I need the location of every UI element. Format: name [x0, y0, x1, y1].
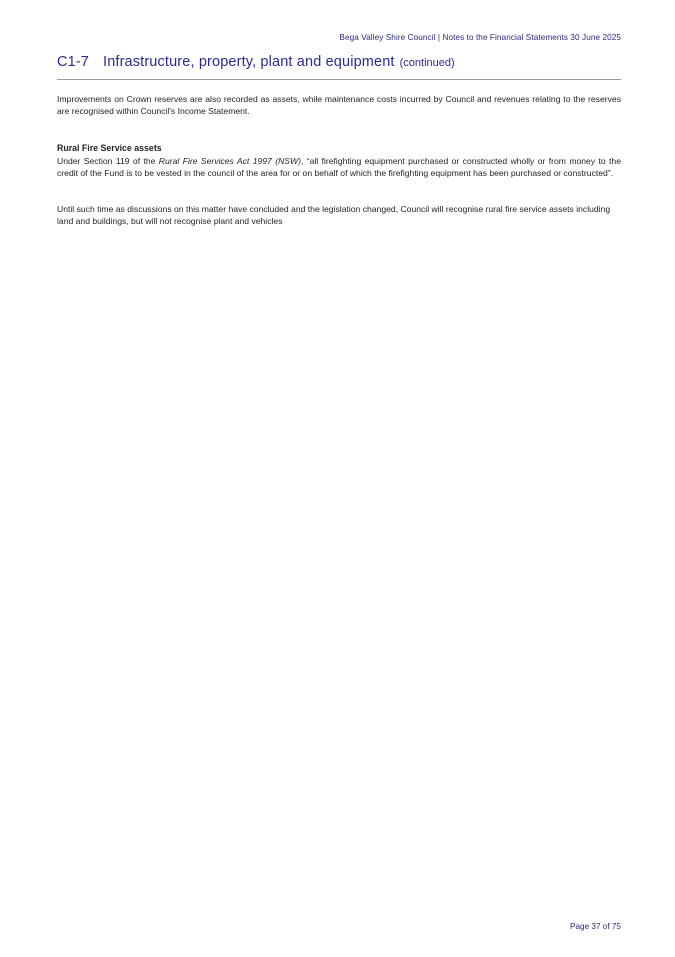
act-citation: Rural Fire Services Act 1997 (NSW): [158, 156, 301, 166]
continued-label: (continued): [399, 57, 455, 69]
page-footer: Page 37 of 75: [570, 922, 621, 931]
paragraph-recognition-policy: Until such time as discussions on this matter have concluded and the legislation changed, Council will recognise rural fire service assets including land and buildings, but will not recognise plant and vehicles: [57, 204, 611, 227]
page-header: Bega Valley Shire Council | Notes to the Financial Statements 30 June 2025: [339, 33, 621, 42]
paragraph-crown-reserves: Improvements on Crown reserves are also recorded as assets, while maintenance costs incurred by Council and revenues relating to the reserves are recognised within Council's Income Statement.: [57, 94, 621, 117]
paragraph-section-119-part2: , “all firefighting equipment purchased or constructed wholly or from money to the credit of the Fund is to be vested in the council of the area for or on behalf of which the firefighting equipment has been purchased or constructed”.: [57, 156, 621, 179]
paragraph-section-119: [57, 155, 621, 180]
paragraph-section-119-part1: Under Section 119 of the: [57, 156, 159, 166]
section-code: C1-7: [57, 54, 90, 70]
title-divider: [57, 79, 621, 80]
page-title: Infrastructure, property, plant and equipment: [103, 54, 395, 70]
section-title: [57, 53, 621, 71]
subheading-rural-fire-service-assets: Rural Fire Service assets: [57, 143, 162, 153]
